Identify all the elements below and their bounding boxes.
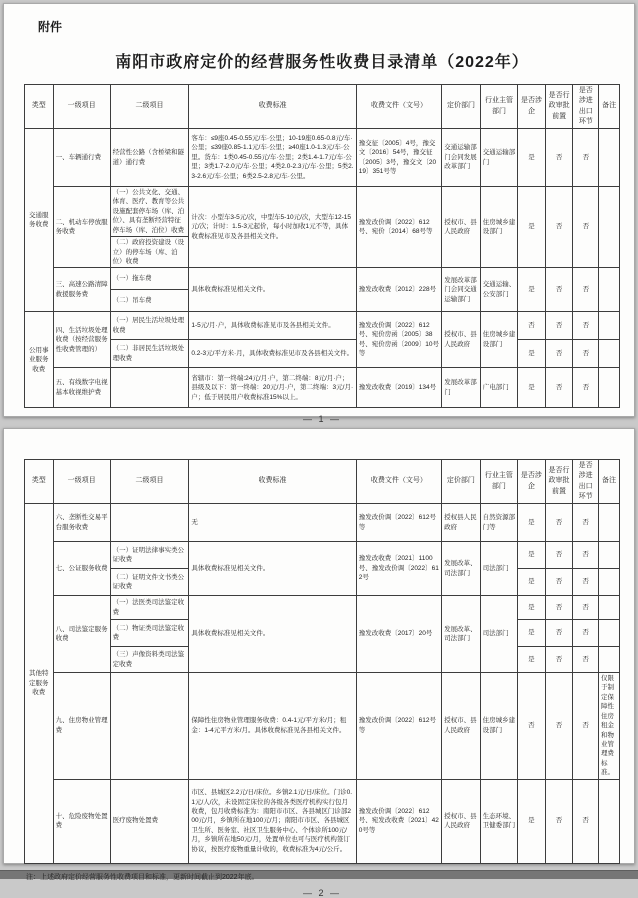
cell-pre-approval: 否 <box>545 312 573 340</box>
cell-ent: 是 <box>518 542 546 569</box>
cell-pre-approval: 否 <box>545 569 573 596</box>
cell-pricing-dept: 授权县人民政府 <box>442 504 481 542</box>
col-header-document: 收费文件（文号） <box>356 460 441 504</box>
cell-pre-approval: 否 <box>545 673 573 780</box>
cell-import-export: 否 <box>573 620 599 647</box>
cell-remark <box>599 312 620 340</box>
cell-pricing-dept: 发展改革、司法部门 <box>442 542 481 596</box>
fee-table-page1 <box>24 84 620 408</box>
scanned-page-1 <box>3 3 635 425</box>
cell-doc: 豫发改收费〔2021〕1100号、豫发改价调〔2022〕612号 <box>356 542 441 596</box>
col-header-level1: 一级项目 <box>53 460 110 504</box>
cell-ent: 是 <box>518 569 546 596</box>
cell-l2 <box>110 368 189 408</box>
document-title: 南阳市政府定价的经营服务性收费目录清单（2022年） <box>115 54 529 71</box>
cell-std: 市区、县城区2.2元/日/床位。乡镇2.1元/日/床位。门诊0.1元/人/次，未设固定床位的各级各类医疗机构实行包月收费，包月收费标准为：南阳市市区、各县城区门诊部200元/月，乡镇所在地100元/月；南阳市市区、各县城区卫生所、医务室、社区卫生服务中心、个体诊所100元/月，乡镇所在地50元/月，处置单位也可与医疗机构签订协议，按医疗废物重量计收的，收费标准为4元/公斤。 <box>189 779 356 863</box>
cell-l2: （三）声像资料类司法鉴定收费 <box>110 647 189 673</box>
cell-pre-approval: 否 <box>545 596 573 620</box>
cell-import-export: 否 <box>573 368 599 408</box>
table-row <box>25 368 620 408</box>
cell-pre-approval: 否 <box>545 504 573 542</box>
cell-industry-dept: 住房城乡建设部门 <box>480 673 518 780</box>
cell-remark <box>599 129 620 187</box>
cell-l2: （一）居民生活垃圾处理收费 <box>110 312 189 340</box>
col-header-remark: 备注 <box>599 85 620 129</box>
cell-pricing-dept: 授权市、县人民政府 <box>442 779 481 863</box>
cell-remark <box>598 504 619 542</box>
col-header-enterprise: 是否涉企 <box>518 460 546 504</box>
cell-l2: （二）证明文件文书类公证收费 <box>110 569 189 596</box>
cell-std: 保障性住房物业管理服务收费：0.4-1元/平方米/月；租金：1-4元平方米/月。具体收费标准见各县相关文件。 <box>189 673 356 780</box>
cell-import-export: 否 <box>573 268 599 312</box>
col-header-industry-dept: 行业主管部门 <box>480 85 518 129</box>
cell-pricing-dept: 发展改革、司法部门 <box>442 596 481 673</box>
cell-std: 客车：≤9座0.45-0.55元/车·公里；10-19座0.65-0.8元/车·公里；≤39座0.85-1.1元/车·公里；≥40座1.0-1.3元/车·公里。货车：1类0.45-0.55元/车·公里；2类1.4-1.7元/车·公里；3类1.7-2.0元/车·公里；4类2.0-2.3元/车·公里；5类2.3-2.6元/车·公里；6类2.5-2.8元/车·公里。 <box>189 129 356 187</box>
col-header-standard: 收费标准 <box>189 460 356 504</box>
cell-industry-dept: 交通运输、公安部门 <box>480 268 518 312</box>
col-header-level2: 二级项目 <box>110 460 189 504</box>
cell-pricing-dept: 授权市、县人民政府 <box>442 187 481 268</box>
cell-std: 无 <box>189 504 356 542</box>
cell-l2: （二）政府投资建设（设立）的停车场（库、泊位）收费 <box>110 237 189 268</box>
cell-l1: 一、车辆通行费 <box>53 129 110 187</box>
table-row <box>25 187 620 237</box>
col-header-pricing-dept: 定价部门 <box>442 460 481 504</box>
cell-industry-dept: 自然资源部门等 <box>480 504 518 542</box>
cell-import-export: 否 <box>573 312 599 340</box>
cell-remark <box>598 647 619 673</box>
cell-l2: （二）吊车费 <box>110 290 189 312</box>
cell-import-export: 否 <box>573 187 599 268</box>
cell-remark <box>599 368 620 408</box>
cell-pricing-dept: 交通运输部门会同发展改革部门 <box>442 129 481 187</box>
cell-l1: 四、生活垃圾处理收费（按经营服务性收费管理的） <box>53 312 110 368</box>
cell-pre-approval: 否 <box>545 187 573 268</box>
cell-ent: 否 <box>518 673 546 780</box>
cell-import-export: 否 <box>573 569 599 596</box>
cell-doc: 豫发改收费〔2017〕20号 <box>356 596 441 673</box>
col-header-import-export: 是否涉进出口环节 <box>573 85 599 129</box>
cell-l1: 六、垄断性交易平台服务收费 <box>53 504 110 542</box>
footnote: 注：上述政府定价经营服务性收费项目和标准，更新时间截止到2022年底。 <box>26 873 259 881</box>
col-header-pre-approval: 是否行政审批前置 <box>545 460 573 504</box>
cell-import-export: 否 <box>573 779 599 863</box>
cell-ent: 否 <box>518 312 546 340</box>
cell-ent: 是 <box>518 504 546 542</box>
col-header-level2: 二级项目 <box>110 85 189 129</box>
cell-remark <box>599 340 620 368</box>
cell-import-export: 否 <box>573 504 599 542</box>
page-number-1: — 1 — <box>302 414 341 425</box>
cell-ent: 是 <box>518 268 546 312</box>
cell-ent: 是 <box>518 620 546 647</box>
col-header-type: 类型 <box>25 85 54 129</box>
cell-l1: 五、有线数字电视基本收视维护费 <box>53 368 110 408</box>
cell-industry-dept: 住房城乡建设部门 <box>480 312 518 368</box>
col-header-enterprise: 是否涉企 <box>518 85 546 129</box>
cell-std: 计次：小型车3-5元/次，中型车5-10元/次，大型车12-15元/次；计时：1.5-3元起价，每小时加收1元不等，具体收费标准见市及各县相关文件。 <box>189 187 356 268</box>
cell-pre-approval: 否 <box>545 647 573 673</box>
cell-doc: 豫交征〔2005〕4号，豫交文〔2016〕54号，豫交征〔2005〕3号，豫交文〔2019〕351号等 <box>356 129 441 187</box>
cell-import-export: 否 <box>573 340 599 368</box>
table-row <box>25 340 620 368</box>
cell-doc: 豫发改价调〔2022〕612号等 <box>356 673 441 780</box>
cell-l1: 八、司法鉴定服务收费 <box>53 596 110 673</box>
cell-l2: （二）物证类司法鉴定收费 <box>110 620 189 647</box>
table-row <box>25 596 620 620</box>
cell-remark <box>598 542 619 569</box>
cell-std: 具体收费标准见相关文件。 <box>189 596 356 673</box>
table-row <box>25 129 620 187</box>
cell-pricing-dept: 授权市、县人民政府 <box>442 673 481 780</box>
attachment-label: 附件 <box>38 20 63 34</box>
cell-std: 0.2-3元/平方米·月，具体收费标准见市及各县相关文件。 <box>189 340 356 368</box>
table-row <box>25 504 620 542</box>
cell-l1: 十、危险废物处置费 <box>53 779 110 863</box>
cell-import-export: 否 <box>573 129 599 187</box>
cell-doc: 豫发改价调〔2022〕612号、宛价〔2014〕68号等 <box>356 187 441 268</box>
cell-import-export: 否 <box>573 596 599 620</box>
cell-ent: 是 <box>518 647 546 673</box>
cell-l1: 九、住房物业管理费 <box>53 673 110 780</box>
col-header-pre-approval: 是否行政审批前置 <box>545 85 573 129</box>
cell-remark <box>599 268 620 312</box>
cell-ent: 是 <box>518 129 546 187</box>
cell-pre-approval: 否 <box>545 620 573 647</box>
cell-l1: 七、公证服务收费 <box>53 542 110 596</box>
cell-remark <box>598 596 619 620</box>
cell-std: 具体收费标准见相关文件。 <box>189 542 356 596</box>
col-header-import-export: 是否涉进出口环节 <box>573 460 599 504</box>
cell-import-export: 否 <box>573 673 599 780</box>
cell-industry-dept: 住房城乡建设部门 <box>480 187 518 268</box>
cell-ent: 是 <box>518 187 546 268</box>
cell-l2: （一）公共文化、交通、体育、医疗、教育等公共设施配套停车场（库、泊位）、具有垄断经营特征停车场（库、泊位）收费 <box>110 187 189 237</box>
cell-industry-dept: 生态环境、卫健委部门 <box>480 779 518 863</box>
table-row <box>25 268 620 290</box>
cell-ent: 是 <box>518 368 546 408</box>
col-header-level1: 一级项目 <box>53 85 110 129</box>
col-header-pricing-dept: 定价部门 <box>442 85 481 129</box>
cell-remark <box>598 779 619 863</box>
cell-type: 其他特定服务收费 <box>25 504 54 864</box>
cell-pre-approval: 否 <box>545 268 573 312</box>
cell-type: 公用事业服务收费 <box>25 312 54 408</box>
col-header-industry-dept: 行业主管部门 <box>480 460 518 504</box>
table-row <box>25 312 620 340</box>
cell-remark: 仅限于制定保障性住房租金和物业管理费标准。 <box>598 673 619 780</box>
cell-pre-approval: 否 <box>545 340 573 368</box>
cell-pricing-dept: 授权市、县人民政府 <box>442 312 481 368</box>
col-header-standard: 收费标准 <box>189 85 356 129</box>
cell-pre-approval: 否 <box>545 129 573 187</box>
cell-l2: （一）证明法律事实类公证收费 <box>110 542 189 569</box>
cell-l2 <box>110 504 189 542</box>
table-row <box>25 542 620 569</box>
scanned-page-2 <box>3 428 635 898</box>
table-row <box>25 673 620 780</box>
cell-import-export: 否 <box>573 542 599 569</box>
table-row <box>25 779 620 863</box>
fee-table-page2 <box>24 459 620 864</box>
col-header-type: 类型 <box>25 460 54 504</box>
cell-l1: 二、机动车停放服务收费 <box>53 187 110 268</box>
cell-remark <box>598 620 619 647</box>
col-header-document: 收费文件（文号） <box>356 85 441 129</box>
cell-pre-approval: 否 <box>545 368 573 408</box>
table-header-row <box>25 460 620 504</box>
cell-doc: 豫发改价调〔2022〕612号等 <box>356 504 441 542</box>
cell-l2: （一）拖车费 <box>110 268 189 290</box>
cell-ent: 是 <box>518 340 546 368</box>
cell-pre-approval: 否 <box>545 542 573 569</box>
cell-doc: 豫发改收费〔2019〕134号 <box>356 368 441 408</box>
cell-pricing-dept: 发展改革部门 <box>442 368 481 408</box>
cell-industry-dept: 司法部门 <box>480 542 518 596</box>
cell-pre-approval: 否 <box>545 779 573 863</box>
page-number-2: — 2 — <box>302 887 341 898</box>
cell-industry-dept: 司法部门 <box>480 596 518 673</box>
cell-remark <box>599 187 620 268</box>
cell-import-export: 否 <box>573 647 599 673</box>
cell-doc: 豫发改价调〔2022〕612号、宛发改收费〔2021〕420号等 <box>356 779 441 863</box>
cell-l2 <box>110 673 189 780</box>
cell-l2: 医疗废物处置费 <box>110 779 189 863</box>
cell-pricing-dept: 发展改革部门会同交通运输部门 <box>442 268 481 312</box>
cell-l2: 经营性公路（含桥梁和隧道）通行费 <box>110 129 189 187</box>
cell-std: 具体收费标准见相关文件。 <box>189 268 356 312</box>
cell-doc: 豫发改收费〔2012〕228号 <box>356 268 441 312</box>
cell-ent: 是 <box>518 596 546 620</box>
table-header-row <box>25 85 620 129</box>
cell-std: 1-5元/月·户，具体收费标准见市及各县相关文件。 <box>189 312 356 340</box>
cell-doc: 豫发改价调〔2022〕612号、宛价房函〔2005〕38号、宛价房函〔2009〕10号等 <box>356 312 441 368</box>
cell-l1: 三、高速公路清障救援服务费 <box>53 268 110 312</box>
cell-type: 交通服务收费 <box>25 129 54 312</box>
col-header-remark: 备注 <box>598 460 619 504</box>
cell-industry-dept: 广电部门 <box>480 368 518 408</box>
cell-industry-dept: 交通运输部门 <box>480 129 518 187</box>
cell-remark <box>598 569 619 596</box>
cell-l2: （二）非居民生活垃圾处理收费 <box>110 340 189 368</box>
cell-ent: 是 <box>518 779 546 863</box>
cell-std: 省辖市：第一终端:24元/月·户，第二终端：8元/月·户；县级及以下：第一终端：20元/月·户，第二终端：3元/月·户；低于居民用户收费标准15%以上。 <box>189 368 356 408</box>
cell-l2: （一）法医类司法鉴定收费 <box>110 596 189 620</box>
